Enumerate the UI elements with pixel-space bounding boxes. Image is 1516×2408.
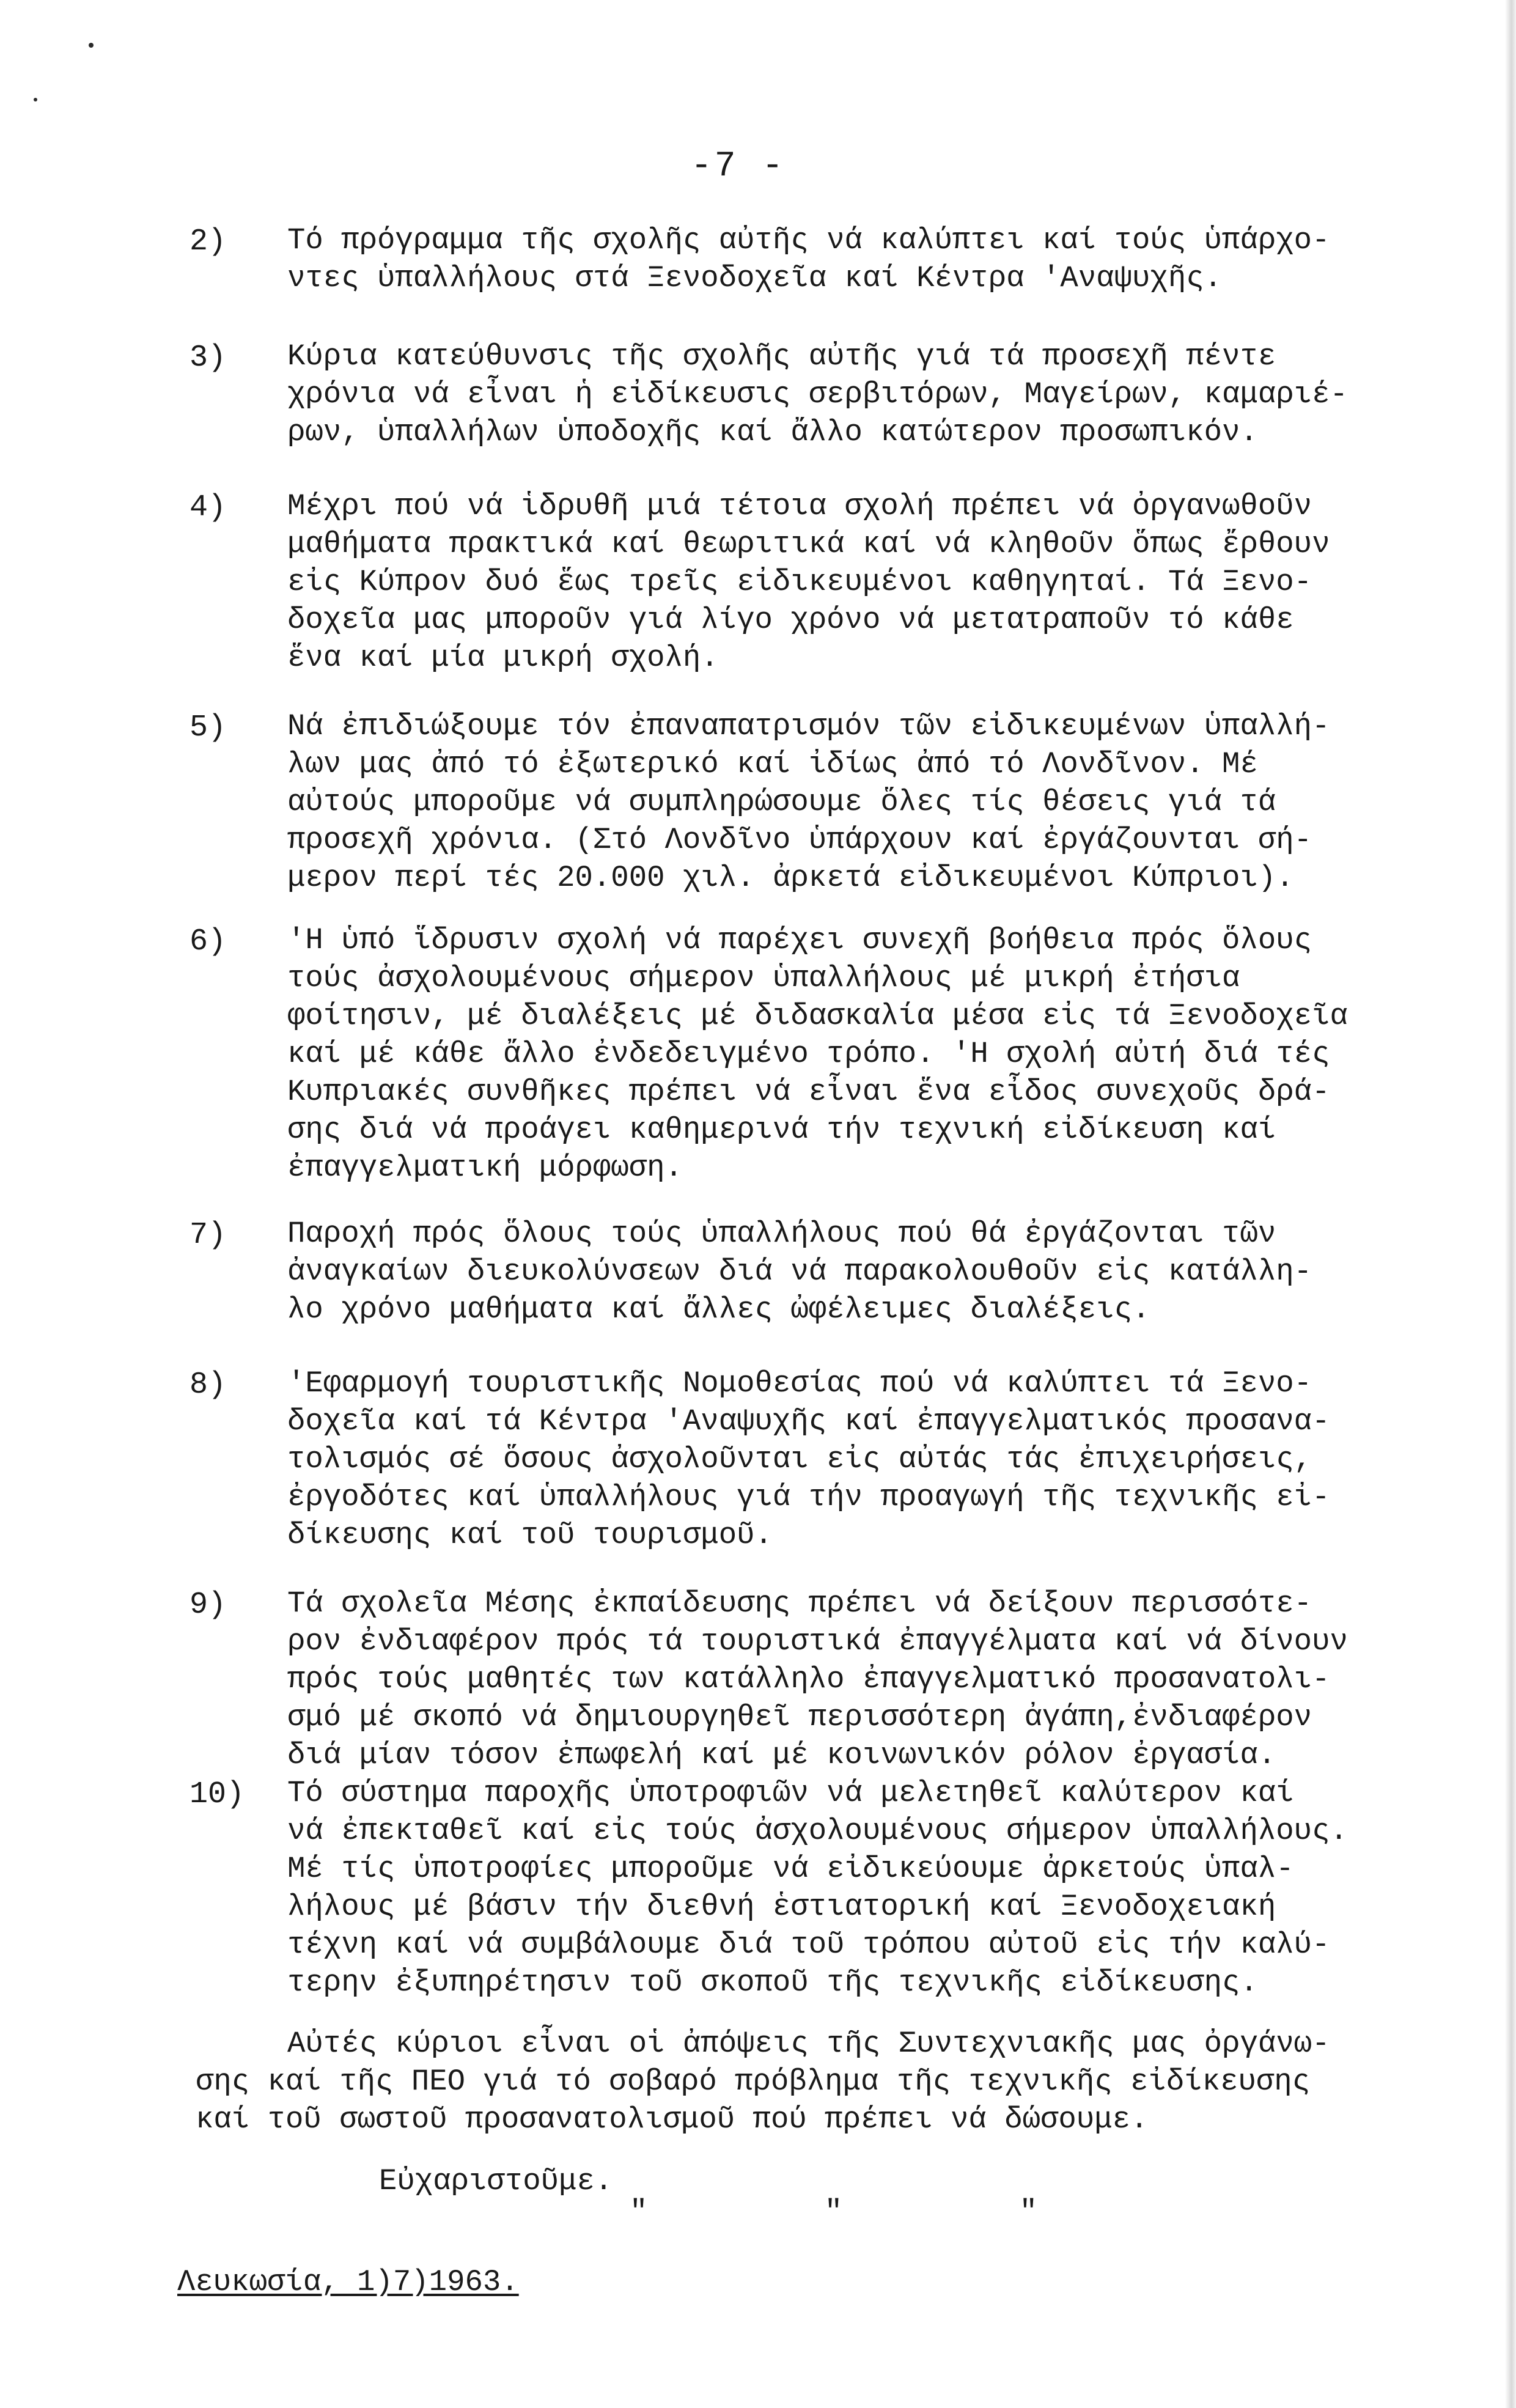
item-number: 3) [189,341,226,375]
closing-line: Αὐτές κύριοι εἶναι οἱ ἀπόψεις τῆς Συντεχνιακῆς μας ὀργάνω- [287,2027,1330,2061]
item-line: φοίτησιν, μέ διαλέξεις μέ διδασκαλία μέσα εἰς τά Ξενοδοχεῖα [287,999,1348,1033]
item-line: Κύρια κατεύθυνσις τῆς σχολῆς αὐτῆς γιά τά προσεχῆ πέντε [287,339,1276,374]
item-line: τερην ἐξυπηρέτησιν τοῦ σκοποῦ τῆς τεχνικῆς εἰδίκευσης. [287,1965,1258,2000]
item-line: ἐπαγγελματική μόρφωση. [287,1151,683,1185]
item-line: δοχεῖα μας μποροῦν γιά λίγο χρόνο νά μετατραποῦν τό κάθε [287,603,1294,637]
item-line: 'Εφαρμογή τουριστικῆς Νομοθεσίας πού νά καλύπτει τά Ξενο- [287,1366,1312,1401]
item-line: ντες ὑπαλλήλους στά Ξενοδοχεῖα καί Κέντρα 'Αναψυχῆς. [287,261,1223,295]
item-line: ἐργοδότες καί ὑπαλλήλους γιά τήν προαγωγή τῆς τεχνικῆς εἰ- [287,1480,1330,1514]
item-line: σμό μέ σκοπό νά δημιουργηθεῖ περισσότερη ἀγάπη,ἐνδιαφέρον [287,1700,1312,1734]
item-line: αὐτούς μποροῦμε νά συμπληρώσουμε ὅλες τίς θέσεις γιά τά [287,785,1276,819]
item-line: μερον περί τές 20.000 χιλ. ἀρκετά εἰδικευμένοι Κύπριοι). [287,861,1294,895]
item-line: τέχνη καί νά συμβάλουμε διά τοῦ τρόπου αὐτοῦ εἰς τήν καλύ- [287,1928,1330,1962]
item-line: Νά ἐπιδιώξουμε τόν ἐπαναπατρισμόν τῶν εἰδικευμένων ὑπαλλή- [287,709,1330,743]
item-line: Μέ τίς ὑποτροφίες μποροῦμε νά εἰδικεύουμε ἀρκετούς ὑπαλ- [287,1852,1294,1886]
item-number: 7) [189,1218,226,1253]
item-number: 2) [189,224,226,259]
item-line: διά μίαν τόσον ἐπωφελή καί μέ κοινωνικόν ρόλον ἐργασία. [287,1738,1276,1772]
item-number: 10) [189,1777,245,1812]
item-line: Τά σχολεῖα Μέσης ἐκπαίδευσης πρέπει νά δείξουν περισσότε- [287,1586,1312,1621]
item-line: Τό σύστημα παροχῆς ὑποτροφιῶν νά μελετηθεῖ καλύτερον καί [287,1776,1294,1810]
item-line: ρον ἐνδιαφέρον πρός τά τουριστικά ἐπαγγέλματα καί νά δίνουν [287,1624,1348,1659]
place-date: Λευκωσία, 1)7)1963. [177,2265,519,2299]
item-number: 5) [189,710,226,745]
item-line: Κυπριακές συνθῆκες πρέπει νά εἶναι ἕνα εἶδος συνεχοῦς δρά- [287,1075,1330,1109]
item-line: ἀναγκαίων διευκολύνσεων διά νά παρακολουθοῦν εἰς κατάλλη- [287,1254,1312,1289]
item-number: 6) [189,924,226,959]
thanks-line: Εὐχαριστοῦμε. [379,2164,613,2198]
item-line: λο χρόνο μαθήματα καί ἄλλες ὠφέλειμες διαλέξεις. [287,1292,1150,1327]
item-line: Τό πρόγραμμα τῆς σχολῆς αὐτῆς νά καλύπτει καί τούς ὑπάρχο- [287,223,1330,257]
scan-speck [34,98,37,101]
item-number: 9) [189,1588,226,1622]
item-line: τολισμός σέ ὅσους ἀσχολοῦνται εἰς αὐτάς τάς ἐπιχειρήσεις, [287,1442,1312,1476]
closing-line: καί τοῦ σωστοῦ προσανατολισμοῦ πού πρέπει νά δώσουμε. [196,2102,1149,2137]
item-line: δοχεῖα καί τά Κέντρα 'Αναψυχῆς καί ἐπαγγελματικός προσανα- [287,1404,1330,1438]
closing-line: σης καί τῆς ΠΕΟ γιά τό σοβαρό πρόβλημα τῆς τεχνικῆς εἰδίκευσης [196,2064,1311,2099]
item-line: Παροχή πρός ὅλους τούς ὑπαλλήλους πού θά ἐργάζονται τῶν [287,1217,1276,1251]
page-edge-shadow [1505,0,1516,2408]
item-line: εἰς Κύπρον δυό ἕως τρεῖς εἰδικευμένοι καθηγηταί. Τά Ξενο- [287,565,1312,599]
scan-speck [89,43,94,48]
item-line: νά ἐπεκταθεῖ καί εἰς τούς ἀσχολουμένους σήμερον ὑπαλλήλους. [287,1814,1348,1848]
item-line: τούς ἀσχολουμένους σήμερον ὑπαλλήλους μέ μικρή ἐτήσια [287,961,1240,995]
page-number: -7 - [691,147,786,186]
item-line: λων μας ἀπό τό ἐξωτερικό καί ἰδίως ἀπό τό Λονδῖνον. Μέ [287,747,1258,781]
item-line: ἕνα καί μία μικρή σχολή. [287,641,719,675]
item-line: δίκευσης καί τοῦ τουρισμοῦ. [287,1518,773,1552]
item-line: πρός τούς μαθητές των κατάλληλο ἐπαγγελματικό προσανατολι- [287,1662,1330,1696]
item-line: προσεχῆ χρόνια. (Στό Λονδῖνο ὑπάρχουν καί ἐργάζουνται σή- [287,823,1312,857]
ditto-marks: " " " [630,2195,1117,2229]
item-line: λήλους μέ βάσιν τήν διεθνή ἑστιατορική καί Ξενοδοχειακή [287,1890,1276,1924]
item-line: καί μέ κάθε ἄλλο ἐνδεδειγμένο τρόπο. 'Η σχολή αὐτή διά τές [287,1037,1330,1071]
item-line: ρων, ὑπαλλήλων ὑποδοχῆς καί ἄλλο κατώτερον προσωπικόν. [287,415,1258,449]
item-line: χρόνια νά εἶναι ἡ εἰδίκευσις σερβιτόρων, Μαγείρων, καμαριέ- [287,377,1348,411]
item-line: Μέχρι πού νά ἱδρυθῆ μιά τέτοια σχολή πρέπει νά ὀργανωθοῦν [287,489,1312,523]
item-line: μαθήματα πρακτικά καί θεωριτικά καί νά κληθοῦν ὅπως ἔρθουν [287,527,1330,561]
item-number: 8) [189,1368,226,1402]
item-number: 4) [189,490,226,525]
item-line: 'Η ὑπό ἵδρυσιν σχολή νά παρέχει συνεχῆ βοήθεια πρός ὅλους [287,923,1312,957]
item-line: σης διά νά προάγει καθημερινά τήν τεχνική εἰδίκευση καί [287,1113,1276,1147]
